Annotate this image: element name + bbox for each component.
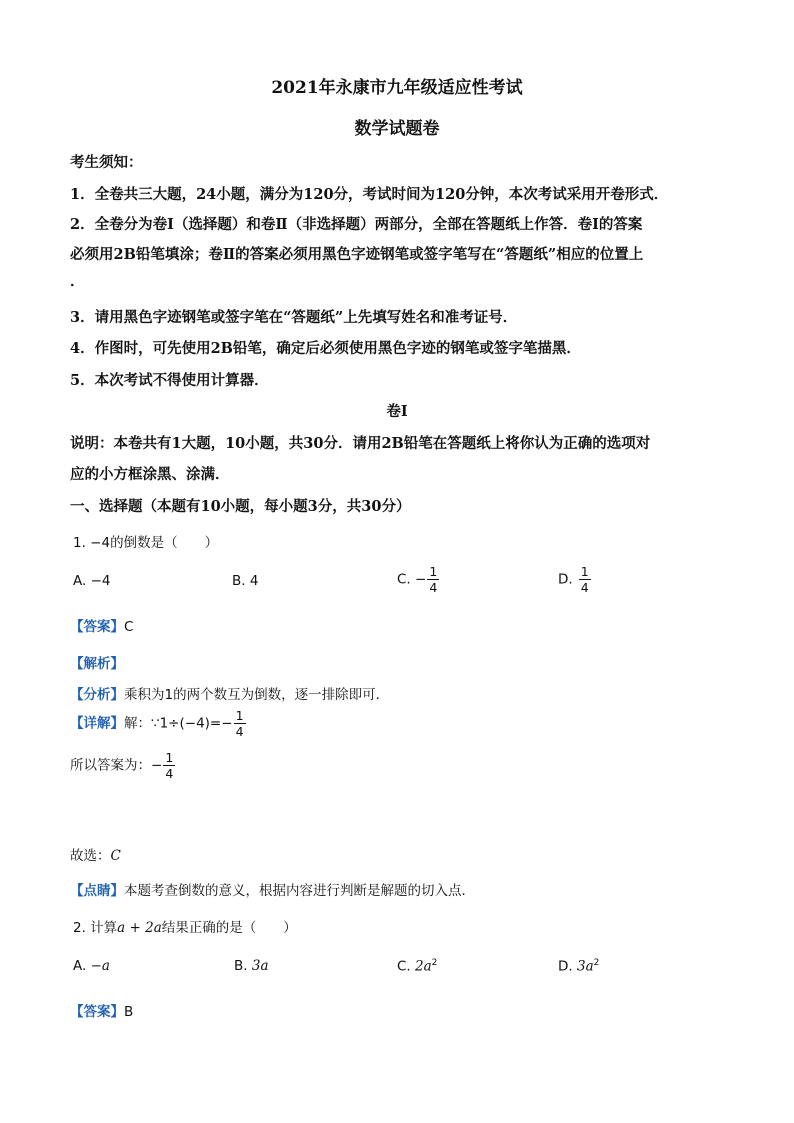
fraction-denominator: 4	[235, 724, 244, 739]
q1-conclusion	[70, 750, 176, 781]
answer-tag: 【答案】	[70, 1004, 124, 1020]
q2-option-d-base: 3a	[576, 958, 594, 975]
q1-option-d-fraction	[579, 564, 591, 595]
q2-option-a-value: −a	[90, 958, 110, 974]
q2-option-b	[234, 958, 269, 974]
conclusion-text: 所以答案为：−	[70, 757, 163, 774]
q2-option-c-exponent: 2	[431, 958, 438, 968]
q1-option-d-prefix: D.	[558, 571, 573, 588]
fenxi-text: 乘积为1的两个数互为倒数，逐一排除即可．	[124, 687, 390, 703]
q2-option-d-label: D.	[558, 958, 573, 975]
xiangjie-fraction	[234, 708, 246, 739]
q2-option-c-base: 2a	[415, 958, 432, 975]
analysis-tag: 【解析】	[70, 656, 124, 672]
q2-stem-prefix: 2. 计算	[73, 920, 118, 936]
q2-option-b-label: B.	[234, 958, 248, 974]
section-heading: 一、选择题（本题有10小题，每小题3分，共30分）	[70, 498, 411, 515]
q2-option-c	[397, 958, 437, 975]
choose-value: C	[110, 848, 121, 864]
q1-analysis-tag	[70, 652, 124, 672]
q2-option-c-label: C.	[397, 958, 411, 975]
xiangjie-text: 解：∵1÷(−4)=−	[124, 715, 233, 732]
q1-option-c	[397, 564, 440, 595]
q1-stem: 1. −4的倒数是（ ）	[73, 535, 219, 551]
answer-value: C	[124, 619, 134, 635]
fraction-numerator: 1	[165, 750, 174, 765]
fraction-numerator: 1	[235, 708, 244, 723]
notice-item-4: 4．作图时，可先使用2B铅笔，确定后必须使用黑色字迹的钢笔或签字笔描黑．	[70, 340, 581, 357]
notice-item-2-end: ．	[70, 273, 85, 290]
page-subtitle: 数学试题卷	[354, 119, 440, 139]
dianjing-text: 本题考查倒数的意义，根据内容进行判断是解题的切入点．	[124, 883, 475, 899]
volume-heading: 卷Ⅰ	[386, 403, 408, 420]
fraction-denominator: 4	[580, 580, 589, 595]
dianjing-tag: 【点睛】	[70, 883, 124, 899]
q1-fenxi	[70, 683, 389, 703]
q2-option-a-label: A.	[73, 958, 87, 974]
q2-option-d	[558, 958, 599, 975]
notice-item-5: 5．本次考试不得使用计算器．	[70, 372, 269, 389]
answer-tag: 【答案】	[70, 619, 124, 635]
q2-option-d-exponent: 2	[593, 958, 600, 968]
q2-option-b-value: 3a	[251, 958, 269, 974]
q1-option-b: B. 4	[232, 573, 259, 589]
q2-answer	[70, 1000, 133, 1020]
xiangjie-tag: 【详解】	[70, 715, 124, 732]
q2-stem-suffix: 结果正确的是（ ）	[161, 920, 297, 936]
fraction-denominator: 4	[165, 766, 174, 781]
fraction-numerator: 1	[580, 564, 589, 579]
fenxi-tag: 【分析】	[70, 687, 124, 703]
q1-answer	[70, 615, 133, 635]
volume-note-line-2: 应的小方框涂黑、涂满．	[70, 466, 230, 483]
notice-item-1: 1．全卷共三大题，24小题，满分为120分，考试时间为120分钟，本次考试采用开卷形式．	[70, 186, 669, 203]
q2-option-a	[73, 958, 110, 974]
answer-value: B	[124, 1004, 134, 1020]
q1-option-c-prefix: C. −	[397, 571, 427, 588]
notice-item-2-cont: 必须用2B铅笔填涂；卷Ⅱ的答案必须用黑色字迹钢笔或签字笔写在“答题纸”相应的位置上	[70, 246, 644, 263]
q1-option-d	[558, 564, 592, 595]
q1-choose	[70, 844, 121, 864]
notice-item-2: 2．全卷分为卷Ⅰ（选择题）和卷Ⅱ（非选择题）两部分，全部在答题纸上作答．卷Ⅰ的答案	[70, 216, 643, 233]
q1-option-c-fraction	[427, 564, 439, 595]
volume-note-line-1: 说明：本卷共有1大题，10小题，共30分．请用2B铅笔在答题纸上将你认为正确的选项对	[70, 435, 651, 452]
q1-option-a: A. −4	[73, 573, 111, 589]
conclusion-fraction	[163, 750, 175, 781]
fraction-numerator: 1	[429, 564, 438, 579]
page-title: 2021年永康市九年级适应性考试	[271, 78, 523, 98]
q2-stem-expr: a + 2a	[117, 920, 162, 936]
q2-stem	[73, 916, 297, 936]
fraction-denominator: 4	[429, 580, 438, 595]
notice-heading: 考生须知：	[70, 154, 143, 171]
choose-label: 故选：	[70, 848, 111, 864]
notice-item-3: 3．请用黑色字迹钢笔或签字笔在“答题纸”上先填写姓名和准考证号．	[70, 309, 518, 326]
q1-xiangjie	[70, 708, 247, 739]
q1-dianjing	[70, 879, 475, 899]
